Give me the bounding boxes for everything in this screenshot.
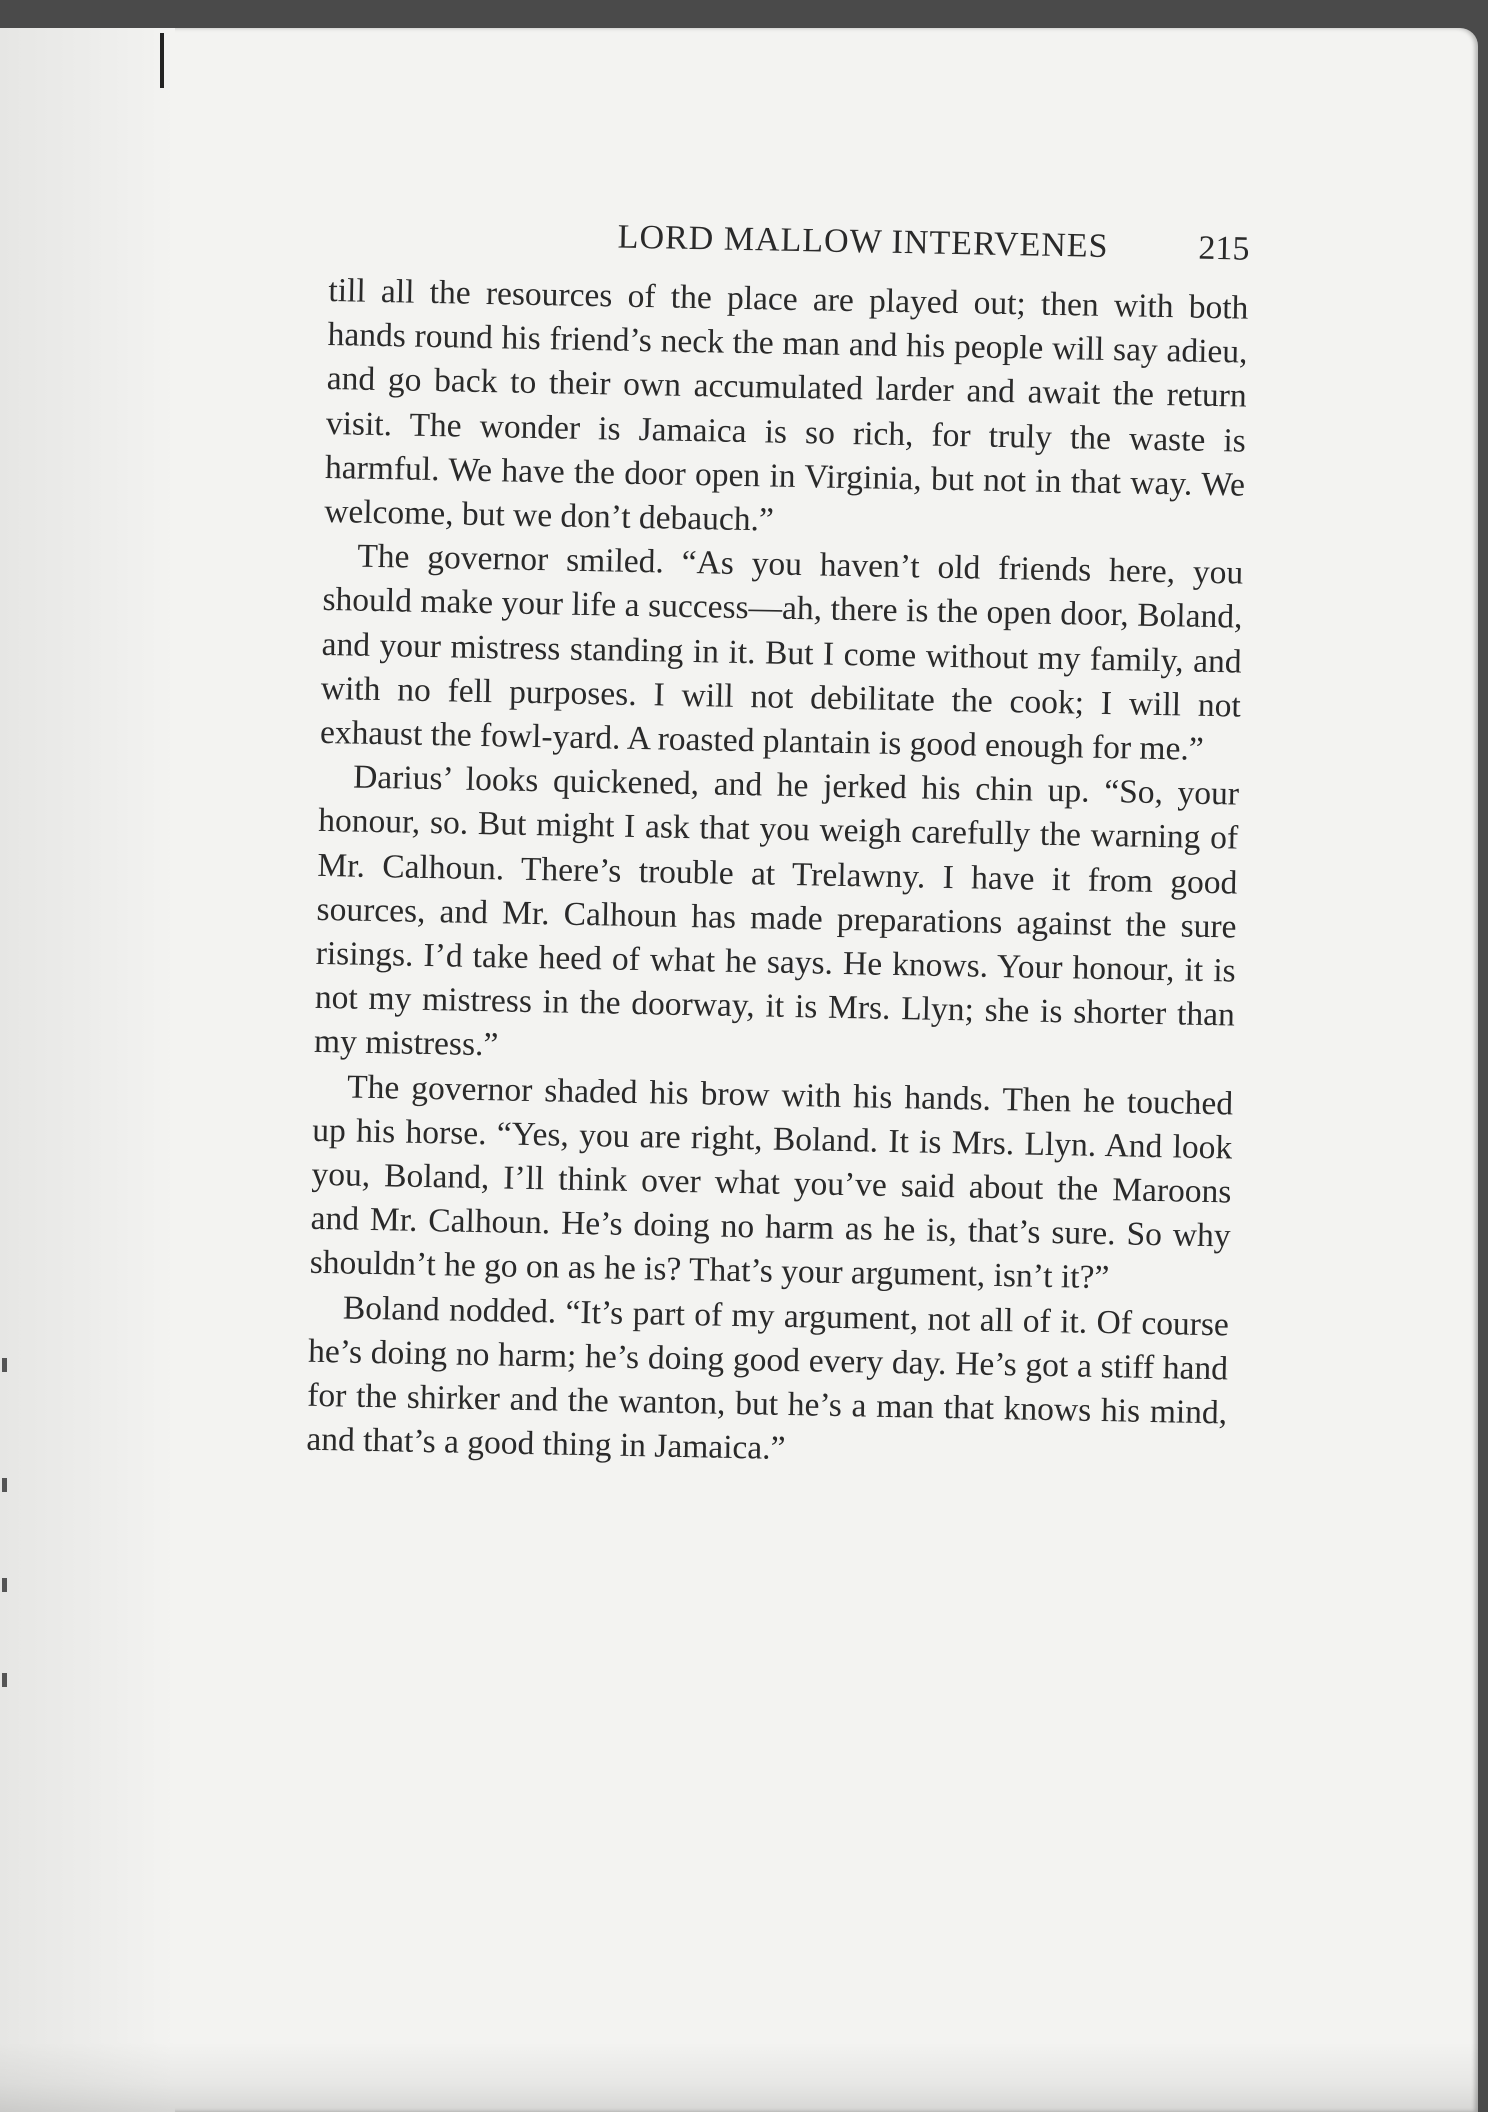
- book-page: [0, 28, 1478, 2112]
- edge-mark: [2, 1478, 7, 1492]
- edge-mark: [2, 1358, 7, 1372]
- paragraph: Darius’ looks quickened, and he jerked his chin up. “So, your honour, so. But might I ask that you weigh carefully the warning of Mr. Calhoun. There’s trouble at Trelawny. I have it from good sources, and Mr. Calhoun has made preparations against the sure risings. I’d take heed of what he says. He knows. Your honour, it is not my mistress in the doorway, it is Mrs. Llyn; she is shorter than my mistress.”: [313, 758, 1240, 1064]
- paragraph: The governor shaded his brow with his hands. Then he touched up his horse. “Yes, you are right, Boland. It is Mrs. Llyn. And look you, Boland, I’ll think over what you’ve said about the Maroons and Mr. Calhoun. He’s doing no harm as he is, that’s sure. So why shouldn’t he go on as he is? That’s your argument, isn’t it?”: [309, 1068, 1234, 1297]
- running-head-title: LORD MALLOW INTERVENES: [617, 218, 1109, 265]
- page-bottom-shadow: [0, 2042, 1478, 2112]
- edge-mark: [2, 1673, 7, 1687]
- paragraph: The governor smiled. “As you haven’t old friends here, you should make your life a success—ah, there is the open door, Boland, and your mistress standing in it. But I come without my family, and with no fell purposes. I will not debilitate the cook; I will not exhaust the fowl-yard. A roasted plantain is good enough for me.”: [319, 537, 1244, 768]
- running-head: [329, 213, 1250, 269]
- page-number: 215: [1198, 229, 1250, 268]
- paragraph: till all the resources of the place are played out; then with both hands round his friend’s neck the man and his people will say adieu, and go back to their own accumulated larder and await the return visit. The wonder is Jamaica is so rich, for truly the waste is harmful. We have the door open in Virginia, but not in that way. We welcome, but we don’t debauch.”: [323, 271, 1249, 539]
- body-text: [306, 269, 1249, 1480]
- binding-mark: [160, 33, 164, 88]
- page-gutter: [0, 28, 175, 2112]
- text-block: [306, 213, 1250, 1480]
- edge-mark: [2, 1578, 7, 1592]
- paragraph: Boland nodded. “It’s part of my argument, not all of it. Of course he’s doing no harm; he’s doing good every day. He’s got a stiff hand for the shirker and the wanton, but he’s a man that knows his mind, and that’s a good thing in Jamaica.”: [306, 1289, 1230, 1468]
